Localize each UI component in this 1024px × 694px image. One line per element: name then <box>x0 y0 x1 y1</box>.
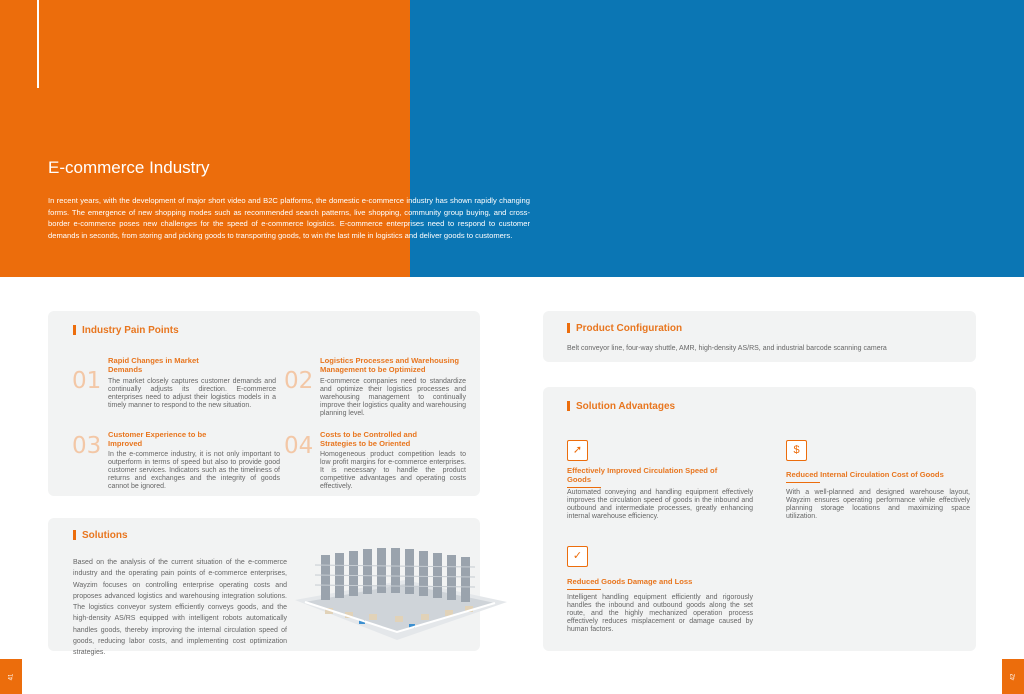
decorative-vertical-line <box>37 0 39 88</box>
pain-point-number: 01 <box>72 368 102 394</box>
solutions-text: Based on the analysis of the current situation of the e-commerce industry and the operating pain points of e-commerce enterprises, Wayzim focuses on controlling enterprise operating costs and proposes advanced logistics and warehousing integration solutions. The logistics conveyor system efficiently conveys goods, and the high-density AS/RS equipped with intelligent robots automatically handles goods, thereby improving the internal circulation speed of goods, reducing labor costs, and implementing cost optimization strategies. <box>73 559 287 657</box>
advantage-text: With a well-planned and designed warehouse layout, Wayzim ensures operating performance while effectively planning storage locations and maximizing space utilization. <box>786 489 970 520</box>
advantage-text: Automated conveying and handling equipment effectively improves the circulation speed of goods in the inbound and outbound and intermediate processes, greatly enhancing internal warehouse efficiency. <box>567 489 753 520</box>
box-check-icon: ✓ <box>567 546 588 567</box>
pain-point-number: 02 <box>284 368 314 394</box>
warehouse-illustration <box>285 540 507 644</box>
page-number-right: 42 <box>1002 659 1024 694</box>
rocket-icon: ➚ <box>567 440 588 461</box>
pain-point-text: Homogeneous product competition leads to low profit margins for e-commerce enterprises. It is necessary to handle the product competitive advantages and operating costs effectively. <box>320 451 466 490</box>
pain-point-text: The market closely captures customer demands and continually adjusts its direction. E-commerce enterprises need to adjust their logistics models in a timely manner to respond to the new situation. <box>108 378 276 409</box>
page-number-left: 41 <box>0 659 22 694</box>
advantage-text: Intelligent handling equipment efficiently and rigorously handles the inbound and outbound goods along the set route, and the highly mechanized operation process effectively reduces misplacement or damage caused by human factors. <box>567 594 753 633</box>
pain-point-title: Rapid Changes in Market Demands <box>108 356 199 374</box>
pain-point-number: 04 <box>284 433 314 459</box>
advantage-title: Effectively Improved Circulation Speed of Goods <box>567 466 727 488</box>
pain-point-title: Logistics Processes and Warehousing Management to be Optimized <box>320 356 459 374</box>
intro-paragraph: In recent years, with the development of major short video and B2C platforms, the domestic e-commerce industry has shown rapidly changing forms. The emergence of new shopping modes such as recommended search patterns, live shopping, community group buying, and cross-border e-commerce poses new challenges for the speed of e-commerce logistics. E-commerce enterprises need to respond to customer demands in seconds, from storing and picking goods to transporting goods, to win the last mile in logistics and deliver goods to customers. <box>48 196 530 241</box>
solutions-title: Solutions <box>82 530 128 541</box>
pain-point-text: In the e-commerce industry, it is not only important to outperform in terms of speed but also to provide good customer services. Indicators such as the timeliness of returns and exchanges and the integrity of goods cannot be ignored. <box>108 451 280 490</box>
pain-point-text: E-commerce companies need to standardize and optimize their logistics processes and warehousing management to continually improve their logistics quality and warehousing planning level. <box>320 378 466 417</box>
page-title: E-commerce Industry <box>48 158 210 177</box>
product-config-text: Belt conveyor line, four-way shuttle, AMR, high-density AS/RS, and industrial barcode scanning camera <box>567 345 887 352</box>
pain-point-number: 03 <box>72 433 102 459</box>
advantage-title: Reduced Goods Damage and Loss <box>567 577 727 590</box>
dollar-bulb-icon: $ <box>786 440 807 461</box>
pain-points-title: Industry Pain Points <box>82 325 179 336</box>
product-config-title: Product Configuration <box>576 323 683 334</box>
advantages-title: Solution Advantages <box>576 401 676 412</box>
pain-point-title: Customer Experience to be Improved <box>108 430 207 448</box>
product-config-card <box>543 311 976 362</box>
pain-point-title: Costs to be Controlled and Strategies to be Oriented <box>320 430 418 448</box>
advantage-title: Reduced Internal Circulation Cost of Goods <box>786 470 972 483</box>
